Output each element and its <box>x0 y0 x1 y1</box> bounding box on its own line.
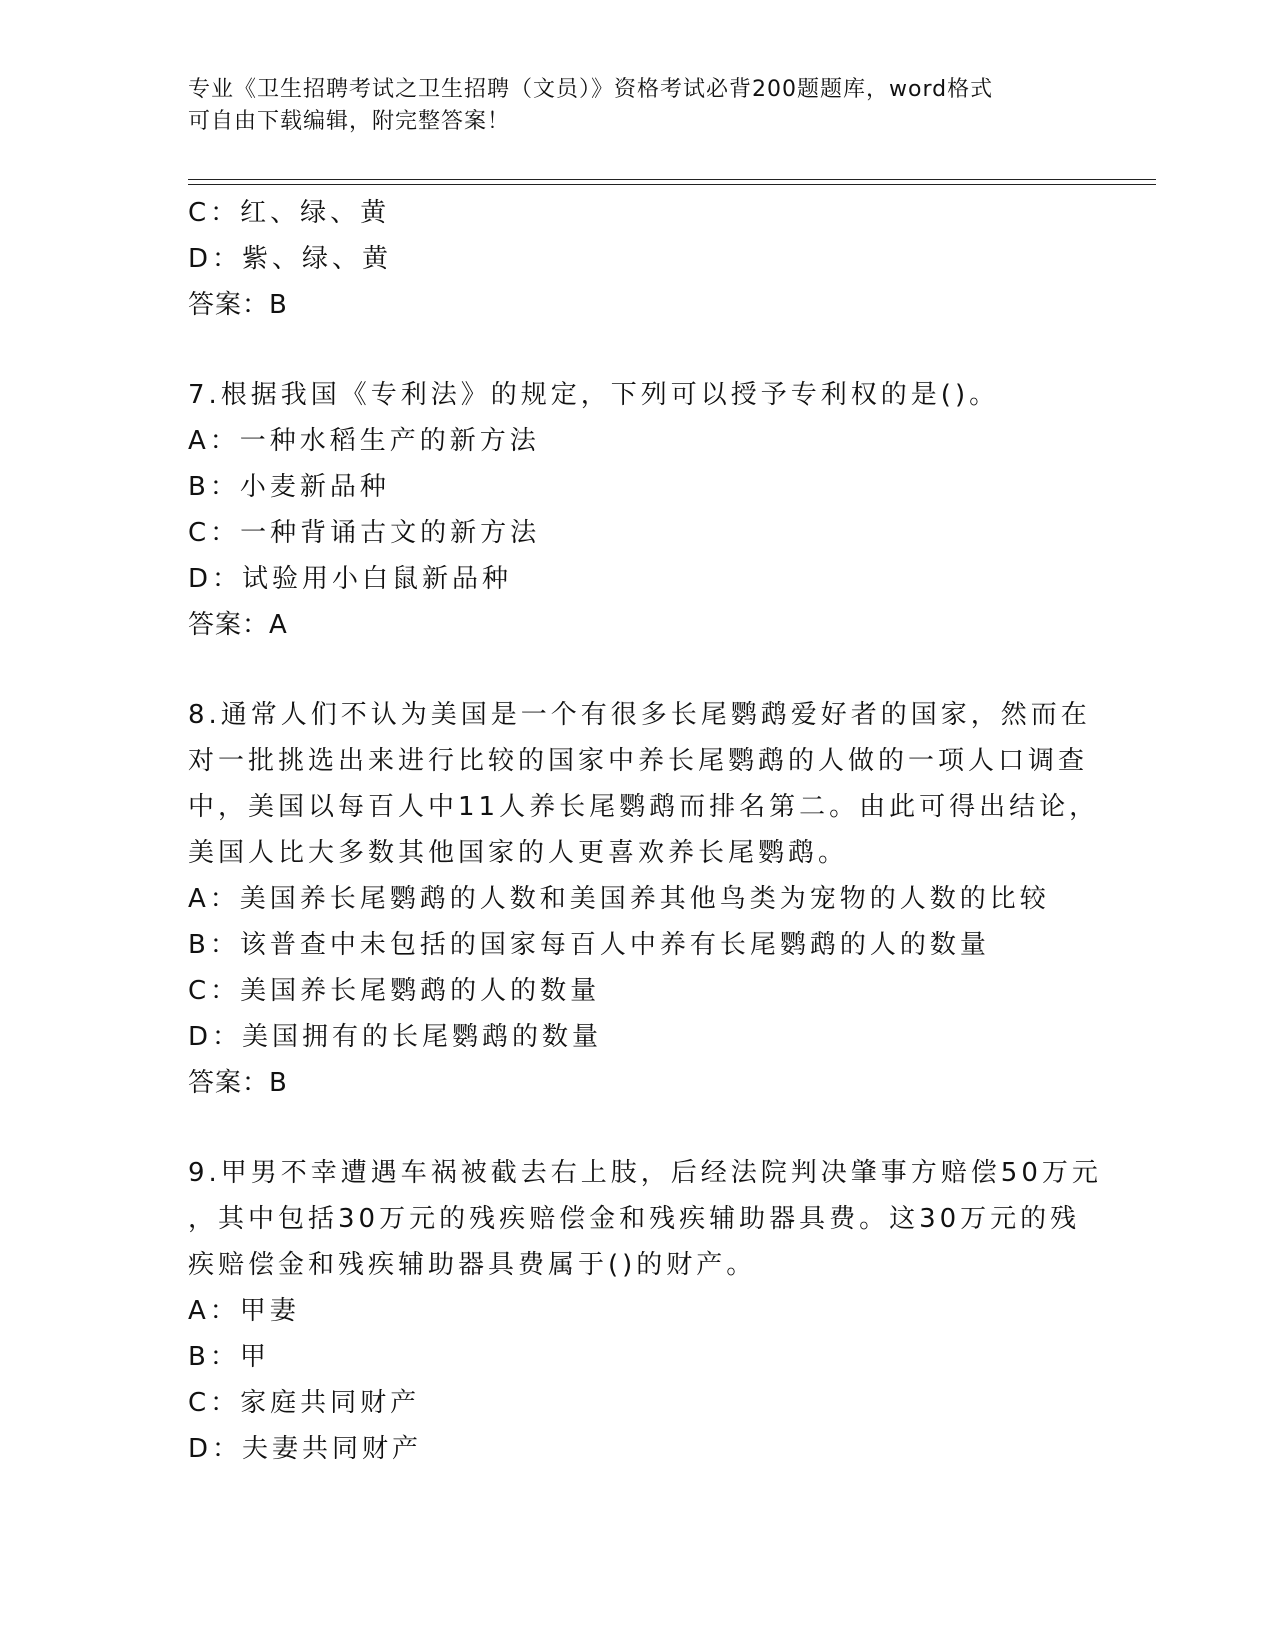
header-line-1: 专业《卫生招聘考试之卫生招聘（文员）》资格考试必背200题题库，word格式 <box>188 77 994 102</box>
q9-option-a: A：甲妻 <box>188 1296 300 1326</box>
q8-stem-line: 对一批挑选出来进行比较的国家中养长尾鹦鹉的人做的一项人口调查 <box>188 746 1089 776</box>
question-7 <box>188 372 1088 648</box>
q9-option-d: D：夫妻共同财产 <box>188 1434 423 1464</box>
header-divider-bottom <box>188 184 1156 185</box>
q9-stem-line: 9.甲男不幸遭遇车祸被截去右上肢，后经法院判决肇事方赔偿50万元 <box>188 1158 1102 1188</box>
q8-stem <box>188 692 1100 876</box>
q8-stem-line: 8.通常人们不认为美国是一个有很多长尾鹦鹉爱好者的国家，然而在 <box>188 700 1091 730</box>
document-header <box>188 74 1078 138</box>
q7-option-c: C：一种背诵古文的新方法 <box>188 518 541 548</box>
q7-option-b: B：小麦新品种 <box>188 472 390 502</box>
q7-option-a: A：一种水稻生产的新方法 <box>188 426 540 456</box>
q7-stem: 7.根据我国《专利法》的规定，下列可以授予专利权的是()。 <box>188 380 1000 410</box>
q6-answer: 答案：B <box>188 290 288 320</box>
q9-option-c: C：家庭共同财产 <box>188 1388 421 1418</box>
q9-stem <box>188 1150 1102 1288</box>
q7-answer: 答案：A <box>188 610 288 640</box>
question-gap <box>188 328 1088 372</box>
q9-stem-line: ，其中包括30万元的残疾赔偿金和残疾辅助器具费。这30万元的残 <box>188 1204 1081 1234</box>
question-gap <box>188 648 1088 692</box>
header-divider-top <box>188 179 1156 180</box>
question-list <box>188 190 1102 1472</box>
q8-answer: 答案：B <box>188 1068 288 1098</box>
question-gap <box>188 1106 1088 1150</box>
q9-option-b: B：甲 <box>188 1342 270 1372</box>
q8-option-d: D：美国拥有的长尾鹦鹉的数量 <box>188 1022 603 1052</box>
question-8 <box>188 692 1100 1106</box>
q8-option-c: C：美国养长尾鹦鹉的人的数量 <box>188 976 601 1006</box>
q6-option-d: D：紫、绿、黄 <box>188 244 393 274</box>
question-6 <box>188 190 1088 328</box>
q8-stem-line: 美国人比大多数其他国家的人更喜欢养长尾鹦鹉。 <box>188 838 849 868</box>
q7-option-d: D：试验用小白鼠新品种 <box>188 564 513 594</box>
q8-option-a: A：美国养长尾鹦鹉的人数和美国养其他鸟类为宠物的人数的比较 <box>188 884 1050 914</box>
q9-stem-line: 疾赔偿金和残疾辅助器具费属于()的财产。 <box>188 1250 757 1280</box>
q8-option-b: B：该普查中未包括的国家每百人中养有长尾鹦鹉的人的数量 <box>188 930 990 960</box>
q8-stem-line: 中，美国以每百人中11人养长尾鹦鹉而排名第二。由此可得出结论， <box>188 792 1100 822</box>
question-9 <box>188 1150 1102 1472</box>
header-line-2: 可自由下载编辑，附完整答案！ <box>188 109 511 134</box>
q6-option-c: C：红、绿、黄 <box>188 198 391 228</box>
